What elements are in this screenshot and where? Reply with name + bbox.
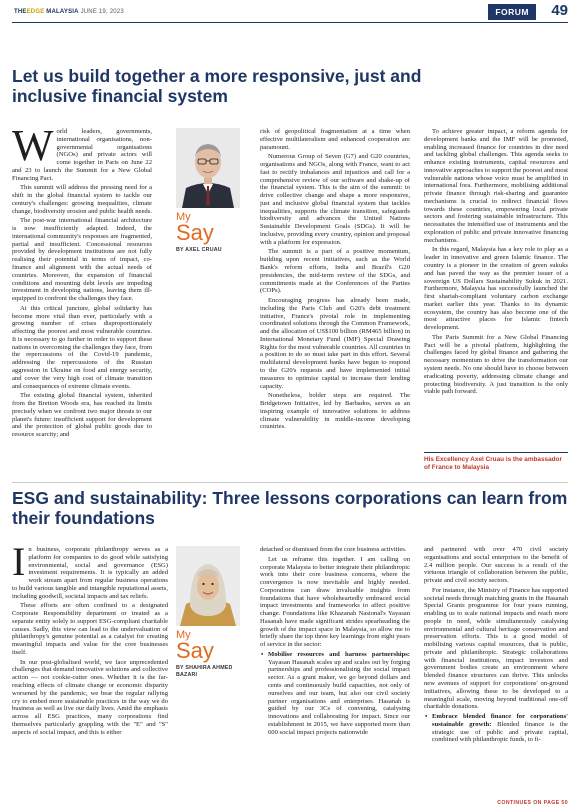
article2-headline: ESG and sustainability: Three lessons corporations can learn from their foundations bbox=[12, 488, 568, 529]
article1-paragraph: Nonetheless, bolder steps are required. The Bridgetown Initiative, led by Barbados, serves as an inspiring example of innovative solutions to address climate vulnerability in middle-income developing countries. bbox=[260, 392, 410, 431]
issue-date: JUNE 19, 2023 bbox=[80, 9, 124, 15]
article2-paragraph: and partnered with over 470 civil society organisations and social enterprises to the benefit of 2.4 million people. Our success is a result of the virtuous triangle of collaboration between the public, private and civil society sectors. bbox=[424, 546, 568, 585]
article1-column-2 bbox=[260, 128, 410, 473]
masthead bbox=[14, 9, 124, 15]
author-photo bbox=[176, 546, 240, 626]
article1-paragraph: The post-war international financial architecture is now insufficiently adapted. Indeed, the international community's responses are fragmented, partial and insufficient. Concessional resources provided by development institutions are not fully realising their potential in terms of impact, co-finance and alignment with the actual needs of countries. Moreover, the expansion of financial conditions and mounting debt levels are impeding investment in developing nations, leaving them ill-equipped to confront the challenges they face. bbox=[12, 217, 152, 303]
header-divider bbox=[12, 22, 568, 23]
article1-paragraph: In this regard, Malaysia has a key role to play as a leader in innovative and green Islamic finance. The country is a pioneer in the creation of green sukuks and has paved the way as the premier issuer of a sovereign US Dollars Sustainability Sukuk in 2021. Furthermore, Malaysia has successfully launched the first shariah-compliant voluntary carbon exchange market earlier this year. Thanks to its dynamic ecosystem, the country has also become one of the most attractive places for Islamic fintech development. bbox=[424, 246, 568, 332]
article2-lessons-list bbox=[424, 713, 568, 744]
article2-paragraph: In our post-globalised world, we face unprecedented challenges that demand innovative solutions and collective action — not cookie-cutter ones. Whether it is the far-reaching effects of climate change or economic disparity worsened by the pandemic, we bear the regular rallying cry to embed more sustainable practices in the way we do business as well as live our daily lives. Amid the emphasis across all ESG practices, many corporations find themselves particularly grappling with the "E" and "S" aspects of social impact, and this is either bbox=[12, 658, 168, 736]
article2-column-3 bbox=[424, 546, 568, 798]
section-label: FORUM bbox=[488, 4, 536, 20]
article1-paragraph: To achieve greater impact, a reform agenda for development banks and the IMF will be promoted, enabling increased finance for countries in dire need and tackling global challenges. This agenda seeks to enhance existing instruments, capital resources and innovative approaches to support the poorest and most vulnerable nations whose voice must be amplified in international fora. Furthermore, mobilising additional private finance through risk-sharing and guarantee mechanisms is crucial to redirect financial flows towards these countries, empowering local private sectors and fostering sustainable infrastructure. This necessitates the intensified use of instruments and the exploration of public and private innovative financing mechanisms. bbox=[424, 128, 568, 244]
list-item: • Mobilise resources and harness partnerships: Yayasan Hasanah scales up and scales out by forging partnerships and professionalising the social impact sector. As a grant maker, we go beyond dollars and cents and continuously build capacities, not only of ourselves and our team, but also our civil society partner organisations and enterprises. Hasanah is guided by our 3Cs of convening, catalysing innovations and collaborating for impact. Since our establishment in 2015, we have supported more than 600 social impact projects nationwide bbox=[260, 651, 410, 736]
article1-paragraph: Numerous Group of Seven (G7) and G20 countries, organisations and NGOs, along with France, want to act fast to rectify imbalances and injustices and call for a comprehensive review of our software and shake-up of the financial system. This is the aim of the summit: to drive collective change and shape a more responsive, just and inclusive global financial system that tackles inequalities, supports the climate transition, safeguards biodiversity and advances the United Nations Sustainable Development Goals (SDGs). It will be inclusive, providing every country, opinion and proposal with a platform for expression. bbox=[260, 153, 410, 246]
article1-paragraph: Encouraging progress has already been made, including the Paris Club and G20's debt treatment initiative, France's pivotal role in implementing coordinated solutions through the Common Framework, and the allocation of US$100 billion (RM465 billion) in International Monetary Fund (IMF) Special Drawing Rights for the most vulnerable countries. All countries in a position to do so must take part in this effort. Several multilateral development banks have begun to respond to the G20's requests and have implemented initial measures to optimise capital to increase their lending capacity. bbox=[260, 297, 410, 390]
article-divider bbox=[12, 482, 568, 483]
article1-paragraph: At this critical juncture, global solidarity has become more vital than ever, particularly with a growing number of crises disproportionately affecting the poorest and most vulnerable countries. It is necessary to go further in order to support these nations in overcoming the challenges they face, from the repercussions of the Covid-19 pandemic, addressing the repercussions of the Russian aggression in Ukraine on food and energy security, and cover the very high cost of climate transition and consequences of extreme climate events. bbox=[12, 304, 152, 390]
article2-column-1 bbox=[12, 546, 168, 804]
article1-paragraph: risk of geopolitical fragmentation at a time when effective multilateralism and enhanced cooperation are paramount. bbox=[260, 128, 410, 151]
article1-paragraph: The Paris Summit for a New Global Financing Pact will be a pivotal platform, highlighting the challenges faced by global finance and gathering the necessary momentum to drive the transformation our system needs. No one should have to choose between eradicating poverty, addressing climate change and protecting biodiversity. A just transition is the only viable path forward. bbox=[424, 333, 568, 396]
article2-paragraph: n business, corporate philanthropy serves as a platform for companies to do good while satisfying environmental, social and governance (ESG) investment requirements. It is typically an added work stream apart from regular business operations to build various tangible and intangible reputational assets, including goodwill, societal impacts and tax reliefs. bbox=[12, 546, 168, 600]
article1-headline: Let us build together a more responsive, just and inclusive financial system bbox=[12, 66, 422, 107]
article2-byline: BY SHAHIRA AHMED BAZARI bbox=[176, 665, 233, 678]
article2-paragraph: detached or dismissed from the core business activities. bbox=[260, 546, 407, 553]
mysay-logo: My Say bbox=[176, 629, 214, 663]
page-number: 49 bbox=[551, 2, 568, 19]
article1-byline: BY AXEL CRUAU bbox=[176, 247, 222, 253]
article2-lessons-list bbox=[260, 651, 410, 736]
article2-paragraph: Let us reframe this together. I am calling on corporate Malaysia to better integrate their philanthropic work into their core business concerns, where the convergence is now inevitable and highly needed. Corporations can draw invaluable insights from foundations that have wholeheartedly embraced social impact investments and frameworks to affect positive change. Foundations like Khazanah Nasional's Yayasan Hasanah have made significant strides spearheading the growth of the impact space in Malaysia, so allow me to briefly share the top three key learnings from eight years of service in the sector: bbox=[260, 555, 410, 649]
article1-paragraph: orld leaders, governments, international organisations, non-governmental organisations (NGOs) and private actors will come together in Paris on June 22 and 23 to launch the Summit for a New Global Financing Pact. bbox=[12, 128, 152, 182]
list-item: • Embrace blended finance for corporations' sustainable growth: Blended finance is the strategic use of public and private capital, combined with philanthropic funds, to fi- bbox=[424, 713, 568, 744]
author-photo bbox=[176, 128, 240, 208]
article2-mysay-block bbox=[176, 546, 240, 679]
article2-column-2 bbox=[260, 546, 410, 804]
article2-paragraph: These efforts are often confined to a designated Corporate Responsibility department or treated as a separate entity solely to support ESG-compliant charitable causes. Sadly, this view can lead to the undervaluation of philanthropy's genuine potential as a catalyst for creating meaningful impacts and value for the core businesses itself. bbox=[12, 602, 168, 656]
mysay-logo: My Say bbox=[176, 211, 214, 245]
brand-logo: THEEDGE MALAYSIA bbox=[14, 9, 79, 15]
article1-paragraph: The summit is a part of a positive momentum, building upon recent initiatives, such as the World Bank's reform efforts, India and Brazil's G20 presidencies, the mid-term review of the SDGs, and commitments made at the Conferences of the Parties (COPs). bbox=[260, 248, 410, 295]
article1-mysay-block bbox=[176, 128, 240, 254]
article1-paragraph: This summit will address the pressing need for a shift in the global financial system to tackle our century's challenges: growing inequalities, climate change, biodiversity erosion and public health needs. bbox=[12, 184, 152, 215]
article1-paragraph: The existing global financial system, inherited from the Bretton Woods era, has reached its limits precisely when we confront two major threats to our planet's future: insufficient support for development and the protection of global public goods due to resource scarcity; and bbox=[12, 392, 152, 439]
article2-paragraph: For instance, the Ministry of Finance has supported societal needs through matching grants in the Hasanah Special Grants programme for four years running, enabling us to scale national impacts and reach more people in need, while simultaneously catalysing environmental and cultural heritage conservation and preservation efforts. This is a good model of mobilising various capital resources, that is public, private and philanthropic. Strategic collaborations with financial institutions, impact investors and government bodies create an environment where blended finance structures can thrive. This unlocks new avenues of support for corporations' on-ground initiatives, allowing these to be developed to a meaningful scale, moving beyond traditional one-off charitable donations. bbox=[424, 586, 568, 711]
continues-link[interactable]: CONTINUES ON PAGE 50 bbox=[497, 800, 568, 806]
article2-dropcap: I bbox=[12, 546, 26, 584]
article1-dropcap: W bbox=[12, 128, 54, 170]
article1-column-1 bbox=[12, 128, 152, 473]
article1-column-3 bbox=[424, 128, 568, 448]
author-footnote: His Excellency Axel Cruau is the ambassador of France to Malaysia bbox=[424, 452, 568, 472]
